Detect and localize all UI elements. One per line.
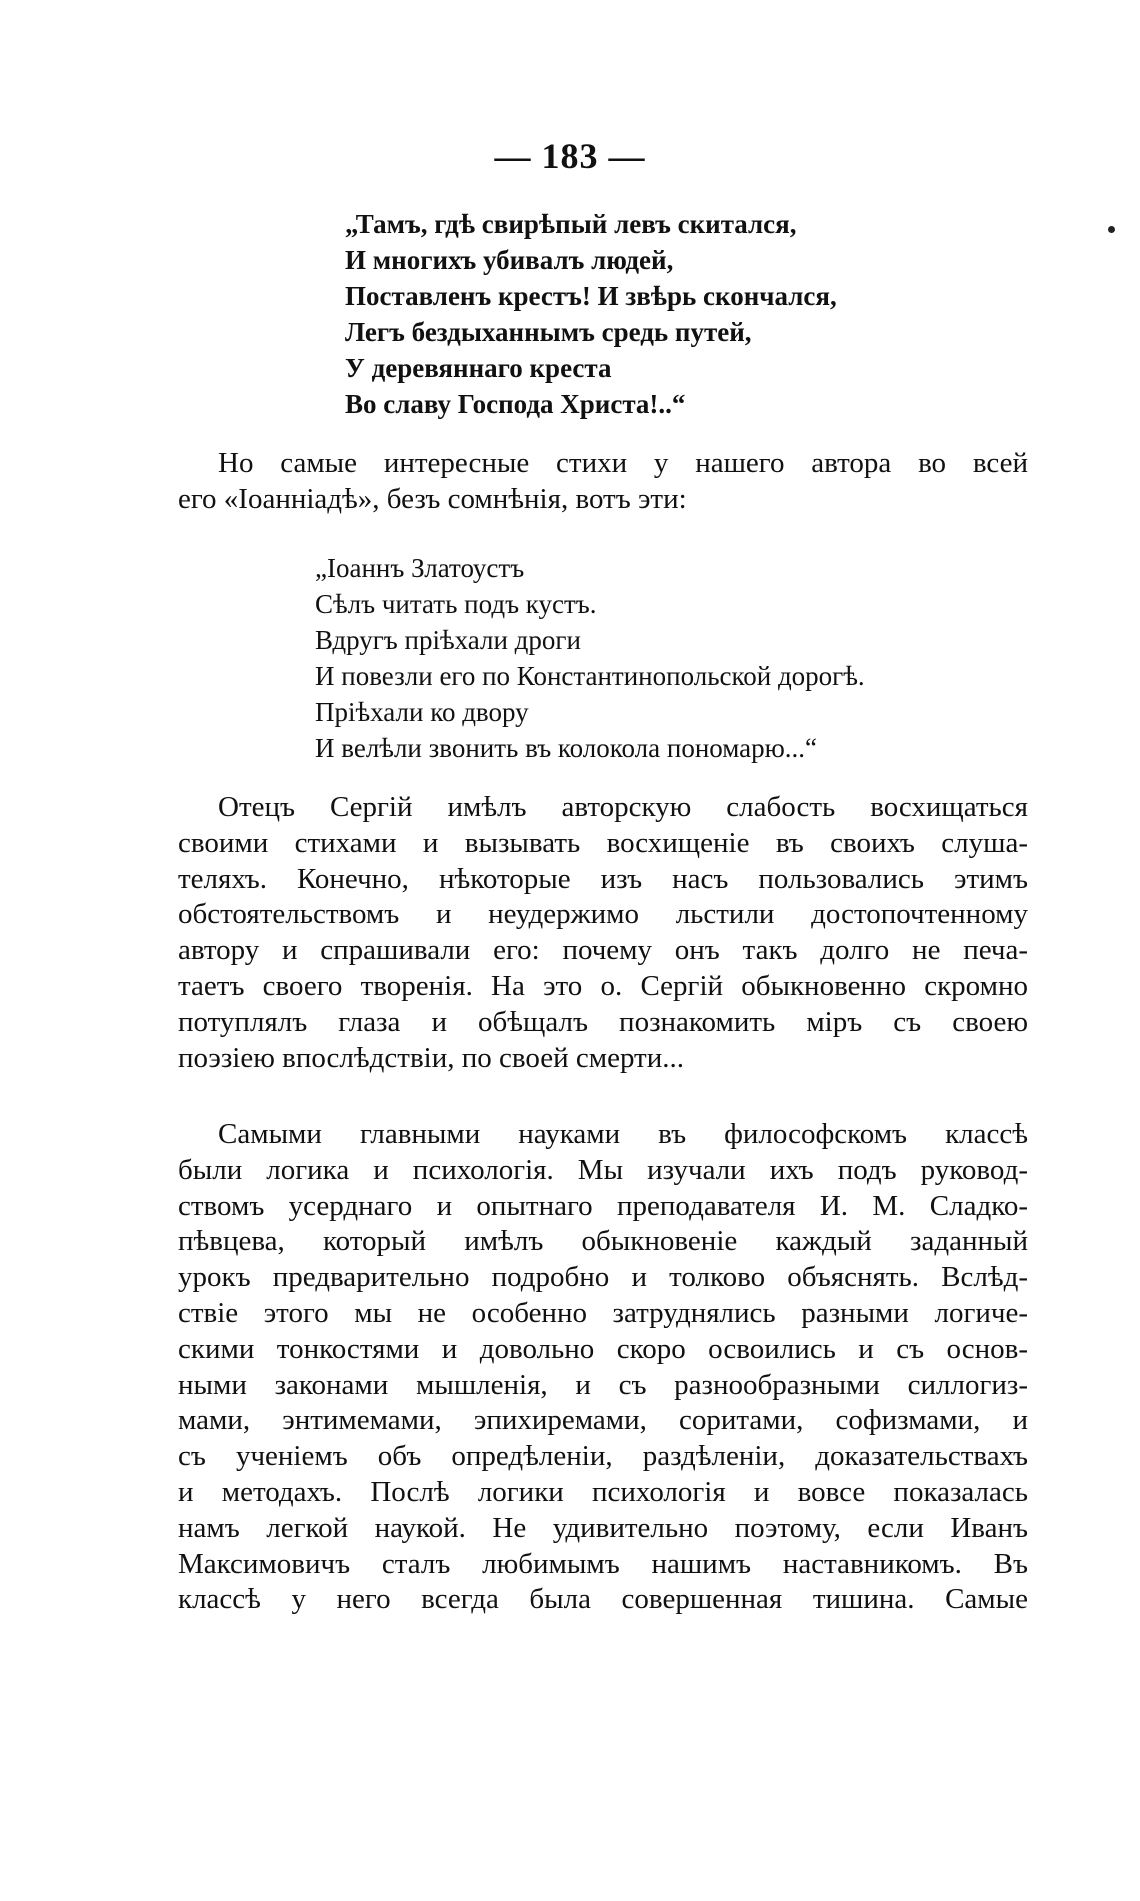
text-line: Но самые интересные стихи у нашего автора во всей [218, 447, 1028, 479]
text-line: теляхъ. Конечно, нѣкоторые изъ насъ пользовались этимъ [178, 862, 1028, 895]
verse-line: „Іоаннъ Златоустъ [315, 553, 525, 583]
text-line: были логика и психологія. Мы изучали ихъ подъ руковод- [178, 1153, 1028, 1186]
verse-lion-cross [345, 206, 837, 422]
text-line: поэзіею впослѣдствіи, по своей смерти... [178, 1041, 684, 1074]
verse-line: Сѣлъ читать подъ кустъ. [315, 589, 597, 619]
verse-line: И велѣли звонить въ колокола пономарю...“ [315, 733, 818, 763]
verse-line: Пріѣхали ко двору [315, 697, 529, 727]
text-line: ствомъ усерднаго и опытнаго преподавателя И. М. Сладко- [178, 1189, 1028, 1222]
verse-line: Во славу Господа Христа!..“ [345, 389, 686, 419]
verse-line: „Тамъ, гдѣ свирѣпый левъ скитался, [345, 209, 797, 239]
paragraph-intro [178, 446, 1028, 518]
text-line: съ ученіемъ объ опредѣленіи, раздѣленіи, доказательствахъ [178, 1440, 1028, 1473]
text-line: его «Іоанніадѣ», безъ сомнѣнія, вотъ эти: [178, 482, 687, 515]
page-number: — 183 — [494, 136, 646, 176]
text-line: мами, энтимемами, эпихиремами, соритами, софизмами, и [178, 1404, 1028, 1437]
verse-line: И повезли его по Константинопольской дорогѣ. [315, 661, 865, 691]
text-line: урокъ предварительно подробно и толково объяснять. Вслѣд- [178, 1261, 1028, 1294]
ink-speck [1108, 226, 1115, 233]
paragraph-philosophy-class [178, 1117, 1028, 1618]
verse-line: Вдругъ пріѣхали дроги [315, 625, 581, 655]
text-line: Отецъ Сергій имѣлъ авторскую слабость восхищаться [218, 791, 1028, 823]
paragraph-father-sergiy [178, 790, 1028, 1076]
text-line: автору и спрашивали его: почему онъ такъ долго не печа- [178, 934, 1028, 967]
verse-line: Легъ бездыханнымъ средь путей, [345, 317, 752, 347]
text-line: своими стихами и вызывать восхищеніе въ своихъ слуша- [178, 826, 1028, 859]
text-line: классѣ у него всегда была совершенная тишина. Самые [178, 1583, 1028, 1616]
text-line: скими тонкостями и довольно скоро освоились и съ основ- [178, 1332, 1028, 1365]
text-line: обстоятельствомъ и неудержимо льстили достопочтенному [178, 898, 1028, 931]
verse-line: У деревяннаго креста [345, 353, 612, 383]
text-line: ными законами мышленія, и съ разнообразными силлогиз- [178, 1368, 1028, 1401]
text-line: Самыми главными науками въ философскомъ классѣ [218, 1118, 1028, 1150]
text-line: ствіе этого мы не особенно затруднялись разными логиче- [178, 1296, 1028, 1329]
text-line: потуплялъ глаза и обѣщалъ познакомить міръ съ своею [178, 1005, 1028, 1038]
text-line: пѣвцева, который имѣлъ обыкновеніе каждый заданный [178, 1225, 1028, 1258]
text-line: таетъ своего творенія. На это о. Сергій обыкновенно скромно [178, 969, 1028, 1002]
verse-ioann-zlatoust [315, 550, 865, 766]
verse-line: Поставленъ крестъ! И звѣрь скончался, [345, 281, 837, 311]
text-line: и методахъ. Послѣ логики психологія и вовсе показалась [178, 1475, 1028, 1508]
verse-line: И многихъ убивалъ людей, [345, 245, 674, 275]
text-line: Максимовичъ сталъ любимымъ нашимъ наставникомъ. Въ [178, 1547, 1028, 1580]
text-line: намъ легкой наукой. Не удивительно поэтому, если Иванъ [178, 1511, 1028, 1544]
